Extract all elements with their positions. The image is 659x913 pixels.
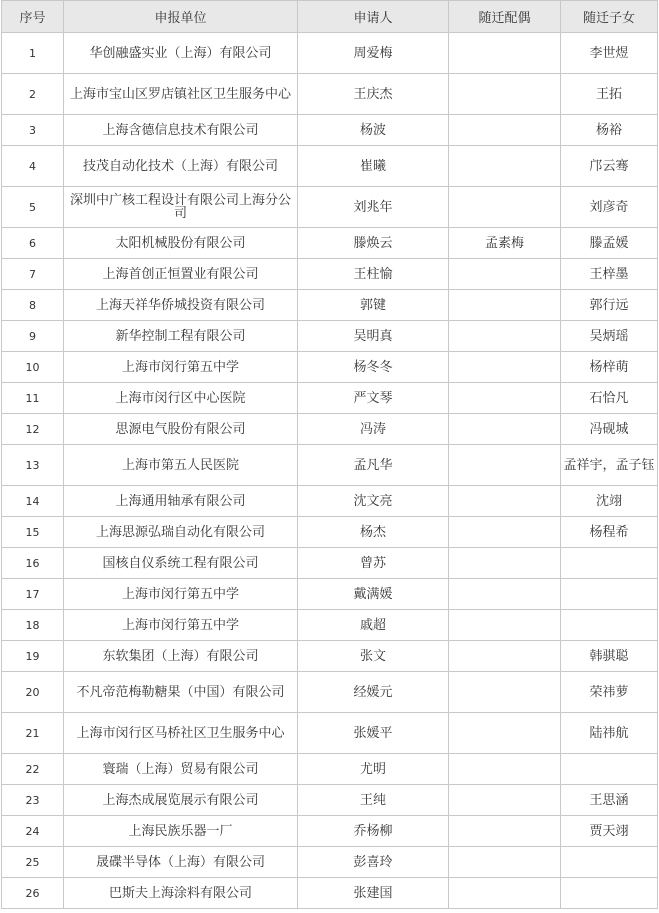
table-row: [2, 228, 658, 259]
cell-applicant: 张建国: [298, 878, 449, 909]
cell-spouse: [449, 321, 561, 352]
table-row: [2, 146, 658, 187]
cell-no: 18: [2, 610, 64, 641]
cell-applicant: 戴满媛: [298, 579, 449, 610]
cell-children: 杨程希: [561, 517, 658, 548]
cell-unit: 巴斯夫上海涂料有限公司: [64, 878, 298, 909]
cell-spouse: [449, 486, 561, 517]
cell-no: 9: [2, 321, 64, 352]
cell-children: 杨梓萌: [561, 352, 658, 383]
cell-applicant: 曾苏: [298, 548, 449, 579]
table-row: [2, 383, 658, 414]
cell-unit: 上海通用轴承有限公司: [64, 486, 298, 517]
cell-unit: 晟碟半导体（上海）有限公司: [64, 847, 298, 878]
cell-applicant: 尤明: [298, 754, 449, 785]
cell-children: 冯砚城: [561, 414, 658, 445]
table-row: [2, 610, 658, 641]
cell-unit: 上海市闵行第五中学: [64, 610, 298, 641]
table-row: [2, 352, 658, 383]
cell-children: 杨裕: [561, 115, 658, 146]
table-row: [2, 414, 658, 445]
cell-unit: 上海市闵行第五中学: [64, 352, 298, 383]
table-row: [2, 486, 658, 517]
cell-children: [561, 548, 658, 579]
cell-unit: 上海含德信息技术有限公司: [64, 115, 298, 146]
cell-unit: 新华控制工程有限公司: [64, 321, 298, 352]
applicant-table: [1, 0, 658, 909]
cell-unit: 华创融盛实业（上海）有限公司: [64, 33, 298, 74]
cell-applicant: 杨冬冬: [298, 352, 449, 383]
cell-children: [561, 579, 658, 610]
cell-no: 20: [2, 672, 64, 713]
table-row: [2, 74, 658, 115]
table-body: [2, 33, 658, 909]
table-row: [2, 754, 658, 785]
cell-children: 韩骐聪: [561, 641, 658, 672]
cell-unit: 上海市闵行区马桥社区卫生服务中心: [64, 713, 298, 754]
cell-unit: 上海市闵行第五中学: [64, 579, 298, 610]
cell-unit: 不凡帝范梅勒糖果（中国）有限公司: [64, 672, 298, 713]
table-row: [2, 445, 658, 486]
table-row: [2, 641, 658, 672]
table-row: [2, 517, 658, 548]
table-row: [2, 847, 658, 878]
table-header: [2, 1, 658, 33]
cell-spouse: 孟素梅: [449, 228, 561, 259]
cell-children: 王拓: [561, 74, 658, 115]
cell-spouse: [449, 672, 561, 713]
table-row: [2, 259, 658, 290]
column-header-children: 随迁子女: [561, 1, 658, 33]
cell-children: 王梓墨: [561, 259, 658, 290]
cell-applicant: 王柱愉: [298, 259, 449, 290]
cell-unit: 东软集团（上海）有限公司: [64, 641, 298, 672]
cell-no: 1: [2, 33, 64, 74]
cell-unit: 上海市第五人民医院: [64, 445, 298, 486]
cell-spouse: [449, 641, 561, 672]
column-header-unit: 申报单位: [64, 1, 298, 33]
cell-spouse: [449, 579, 561, 610]
cell-no: 17: [2, 579, 64, 610]
cell-spouse: [449, 259, 561, 290]
cell-applicant: 严文琴: [298, 383, 449, 414]
cell-no: 12: [2, 414, 64, 445]
cell-children: [561, 878, 658, 909]
cell-children: 石恰凡: [561, 383, 658, 414]
cell-spouse: [449, 713, 561, 754]
table-row: [2, 878, 658, 909]
cell-children: 滕孟媛: [561, 228, 658, 259]
cell-spouse: [449, 548, 561, 579]
cell-no: 13: [2, 445, 64, 486]
cell-no: 5: [2, 187, 64, 228]
cell-unit: 上海市闵行区中心医院: [64, 383, 298, 414]
cell-no: 8: [2, 290, 64, 321]
cell-spouse: [449, 352, 561, 383]
cell-spouse: [449, 878, 561, 909]
column-header-no: 序号: [2, 1, 64, 33]
cell-applicant: 冯涛: [298, 414, 449, 445]
cell-no: 3: [2, 115, 64, 146]
cell-applicant: 乔杨柳: [298, 816, 449, 847]
cell-applicant: 滕焕云: [298, 228, 449, 259]
cell-spouse: [449, 517, 561, 548]
cell-applicant: 郭键: [298, 290, 449, 321]
cell-applicant: 杨杰: [298, 517, 449, 548]
cell-children: 荣祎萝: [561, 672, 658, 713]
cell-spouse: [449, 290, 561, 321]
cell-no: 16: [2, 548, 64, 579]
cell-children: 李世煜: [561, 33, 658, 74]
cell-unit: 上海首创正恒置业有限公司: [64, 259, 298, 290]
cell-no: 26: [2, 878, 64, 909]
cell-applicant: 崔曦: [298, 146, 449, 187]
cell-no: 21: [2, 713, 64, 754]
cell-applicant: 杨波: [298, 115, 449, 146]
cell-no: 19: [2, 641, 64, 672]
cell-spouse: [449, 445, 561, 486]
cell-spouse: [449, 847, 561, 878]
header-row: [2, 1, 658, 33]
cell-no: 25: [2, 847, 64, 878]
table-row: [2, 187, 658, 228]
cell-no: 23: [2, 785, 64, 816]
table-row: [2, 579, 658, 610]
cell-unit: 技茂自动化技术（上海）有限公司: [64, 146, 298, 187]
cell-spouse: [449, 74, 561, 115]
cell-children: 邝云骞: [561, 146, 658, 187]
cell-no: 10: [2, 352, 64, 383]
cell-no: 2: [2, 74, 64, 115]
cell-applicant: 张文: [298, 641, 449, 672]
column-header-applicant: 申请人: [298, 1, 449, 33]
cell-children: 沈翊: [561, 486, 658, 517]
column-header-spouse: 随迁配偶: [449, 1, 561, 33]
cell-unit: 思源电气股份有限公司: [64, 414, 298, 445]
cell-unit: 深圳中广核工程设计有限公司上海分公司: [64, 187, 298, 228]
cell-applicant: 周爱梅: [298, 33, 449, 74]
cell-spouse: [449, 33, 561, 74]
table-row: [2, 115, 658, 146]
cell-applicant: 经媛元: [298, 672, 449, 713]
cell-children: 刘彦奇: [561, 187, 658, 228]
cell-children: [561, 610, 658, 641]
cell-applicant: 王纯: [298, 785, 449, 816]
cell-no: 14: [2, 486, 64, 517]
cell-spouse: [449, 610, 561, 641]
cell-applicant: 戚超: [298, 610, 449, 641]
cell-applicant: 孟凡华: [298, 445, 449, 486]
cell-children: [561, 847, 658, 878]
cell-unit: 上海市宝山区罗店镇社区卫生服务中心: [64, 74, 298, 115]
cell-unit: 上海杰成展览展示有限公司: [64, 785, 298, 816]
table-row: [2, 33, 658, 74]
table-row: [2, 816, 658, 847]
cell-unit: 上海天祥华侨城投资有限公司: [64, 290, 298, 321]
cell-unit: 太阳机械股份有限公司: [64, 228, 298, 259]
table-row: [2, 713, 658, 754]
cell-spouse: [449, 115, 561, 146]
table-row: [2, 548, 658, 579]
cell-children: 吴炳瑶: [561, 321, 658, 352]
table-row: [2, 785, 658, 816]
cell-applicant: 彭喜玲: [298, 847, 449, 878]
cell-applicant: 王庆杰: [298, 74, 449, 115]
cell-unit: 寰瑞（上海）贸易有限公司: [64, 754, 298, 785]
table-row: [2, 321, 658, 352]
cell-no: 22: [2, 754, 64, 785]
cell-unit: 上海思源弘瑞自动化有限公司: [64, 517, 298, 548]
cell-children: [561, 754, 658, 785]
cell-applicant: 吴明真: [298, 321, 449, 352]
table-row: [2, 290, 658, 321]
cell-children: 王思涵: [561, 785, 658, 816]
cell-spouse: [449, 146, 561, 187]
cell-unit: 国核自仪系统工程有限公司: [64, 548, 298, 579]
cell-spouse: [449, 754, 561, 785]
cell-applicant: 沈文亮: [298, 486, 449, 517]
cell-no: 4: [2, 146, 64, 187]
cell-children: 孟祥宇，孟子钰: [561, 445, 658, 486]
cell-applicant: 张媛平: [298, 713, 449, 754]
cell-no: 24: [2, 816, 64, 847]
cell-applicant: 刘兆年: [298, 187, 449, 228]
cell-spouse: [449, 383, 561, 414]
cell-no: 11: [2, 383, 64, 414]
cell-no: 7: [2, 259, 64, 290]
cell-no: 15: [2, 517, 64, 548]
cell-spouse: [449, 187, 561, 228]
cell-spouse: [449, 816, 561, 847]
cell-children: 陆祎航: [561, 713, 658, 754]
cell-no: 6: [2, 228, 64, 259]
cell-children: 郭行远: [561, 290, 658, 321]
cell-spouse: [449, 414, 561, 445]
cell-unit: 上海民族乐器一厂: [64, 816, 298, 847]
cell-spouse: [449, 785, 561, 816]
cell-children: 贾天翊: [561, 816, 658, 847]
table-row: [2, 672, 658, 713]
